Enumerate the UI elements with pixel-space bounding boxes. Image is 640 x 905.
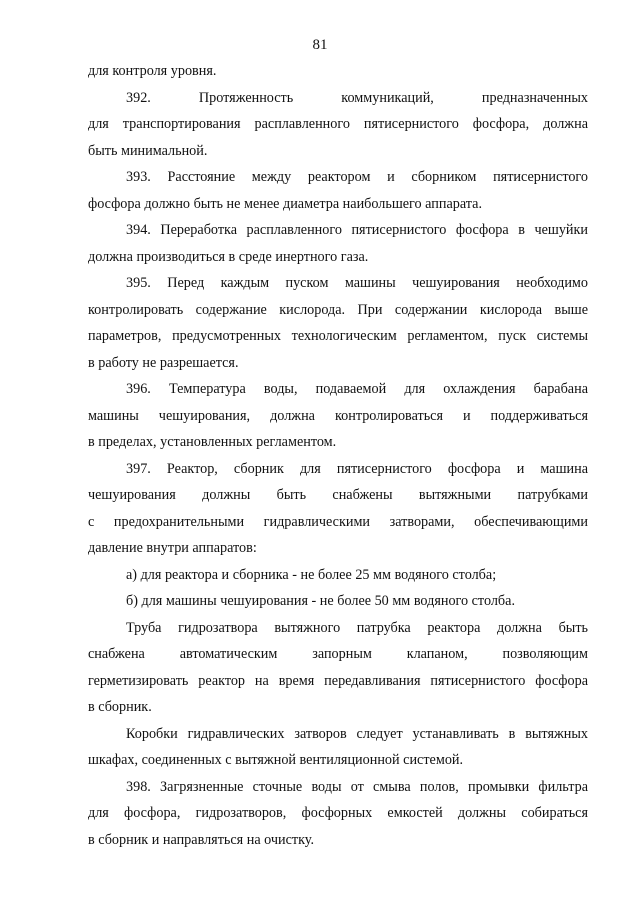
text-line: 393. Расстояние между реактором и сборником пятисернистого — [126, 169, 588, 185]
text-line: Труба гидрозатвора вытяжного патрубка реактора должна быть — [126, 619, 588, 636]
page-number: 81 — [312, 37, 328, 53]
text-line: в сборник. — [88, 699, 152, 715]
text-line: 396. Температура воды, подаваемой для охлаждения барабана — [126, 381, 588, 397]
text-line: фосфора должно быть не менее диаметра наибольшего аппарата. — [88, 195, 483, 212]
text-line: шкафах, соединенных с вытяжной вентиляционной системой. — [88, 752, 464, 768]
text-line: 397. Реактор, сборник для пятисернистого фосфора и машина — [126, 460, 588, 477]
text-line: контролировать содержание кислорода. При содержании кислорода выше — [88, 301, 588, 318]
text-line: Коробки гидравлических затворов следует устанавливать в вытяжных — [126, 725, 588, 742]
text-line: должна производиться в среде инертного газа. — [88, 248, 369, 265]
text-line: в пределах, установленных регламентом. — [88, 434, 337, 450]
text-line: для контроля уровня. — [88, 63, 217, 79]
text-line: 392. Протяженность коммуникаций, предназначенных — [126, 89, 588, 106]
text-line: для транспортирования расплавленного пятисернистого фосфора, должна — [88, 116, 588, 132]
text-line: в сборник и направляться на очистку. — [88, 831, 315, 848]
text-line: а) для реактора и сборника - не более 25 мм водяного столба; — [126, 566, 497, 583]
text-line: машины чешуирования, должна контролироваться и поддерживаться — [88, 407, 588, 424]
text-line: параметров, предусмотренных технологическим регламентом, пуск системы — [88, 328, 588, 344]
text-line: 395. Перед каждым пуском машины чешуирования необходимо — [126, 275, 588, 291]
text-line: 398. Загрязненные сточные воды от смыва полов, промывки фильтра — [126, 778, 588, 795]
text-line: давление внутри аппаратов: — [88, 540, 257, 556]
text-line: в работу не разрешается. — [88, 354, 239, 371]
text-line: быть минимальной. — [88, 142, 208, 159]
text-line: снабжена автоматическим запорным клапаном, позволяющим — [88, 646, 588, 662]
text-line: герметизировать реактор на время передавливания пятисернистого фосфора — [88, 672, 588, 689]
document-body — [88, 58, 588, 853]
text-line: 394. Переработка расплавленного пятисернистого фосфора в чешуйки — [126, 222, 588, 238]
text-line: с предохранительными гидравлическими затворами, обеспечивающими — [88, 513, 588, 530]
text-line: б) для машины чешуирования - не более 50 мм водяного столба. — [126, 593, 515, 609]
text-line: чешуирования должны быть снабжены вытяжными патрубками — [88, 487, 588, 503]
text-line: для фосфора, гидрозатворов, фосфорных емкостей должны собираться — [88, 805, 588, 821]
